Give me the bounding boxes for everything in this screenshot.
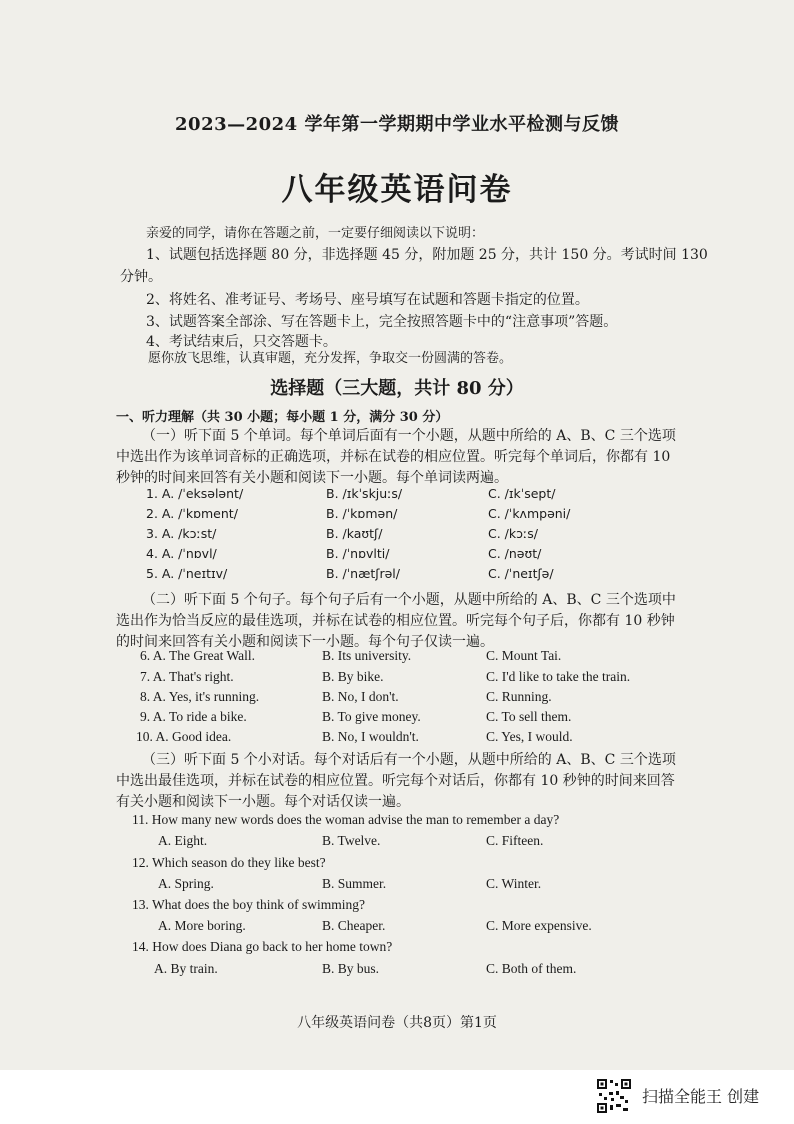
intro-greeting: 亲爱的同学，请你在答题之前，一定要仔细阅读以下说明：: [146, 226, 485, 241]
q8-option-a: 8. A. Yes, it's running.: [140, 689, 260, 704]
q3-option-b: B. /kaʊtʃ/: [326, 526, 383, 541]
q11-option-b: B. Twelve.: [322, 833, 381, 848]
q4-option-a: 4. A. /ˈnɒvl/: [146, 546, 217, 561]
note-4: 4、考试结束后，只交答题卡。: [146, 334, 337, 350]
q11-stem: 11. How many new words does the woman advise the man to remember a day?: [132, 812, 560, 827]
note-2: 2、将姓名、准考证号、考场号、座号填写在试题和答题卡指定的位置。: [146, 292, 589, 308]
q11-option-c: C. Fifteen.: [486, 833, 544, 848]
q1-option-a: 1. A. /ˈeksələnt/: [146, 486, 244, 501]
q10-option-c: C. Yes, I would.: [486, 729, 573, 744]
section-title: 选择题（三大题，共计 80 分）: [270, 378, 524, 399]
q9-option-c: C. To sell them.: [486, 709, 572, 724]
q6-option-a: 6. A. The Great Wall.: [140, 648, 256, 663]
part-title: 一、听力理解（共 30 小题；每小题 1 分，满分 30 分）: [116, 410, 449, 425]
q8-option-b: B. No, I don't.: [322, 689, 399, 704]
q8-option-c: C. Running.: [486, 689, 552, 704]
q9-option-b: B. To give money.: [322, 709, 421, 724]
q5-option-a: 5. A. /ˈneɪtɪv/: [146, 566, 228, 581]
intro-wish: 愿你放飞思维，认真审题，充分发挥，争取交一份圆满的答卷。: [148, 351, 513, 366]
q14-stem: 14. How does Diana go back to her home town?: [132, 939, 393, 954]
q2-option-b: B. /ˈkɒmən/: [326, 506, 398, 521]
q12-option-c: C. Winter.: [486, 876, 542, 891]
exam-title: 2023—2024 学年第一学期期中学业水平检测与反馈: [175, 114, 619, 135]
q13-stem: 13. What does the boy think of swimming?: [132, 897, 365, 912]
q14-option-a: A. By train.: [154, 961, 218, 976]
page-footer: 八年级英语问卷（共8页）第1页: [297, 1015, 497, 1031]
note-1-cont: 分钟。: [120, 269, 162, 285]
q7-option-a: 7. A. That's right.: [140, 669, 234, 684]
q11-option-a: A. Eight.: [158, 833, 208, 848]
note-3: 3、试题答案全部涂、写在答题卡上，完全按照答题卡中的“注意事项”答题。: [146, 314, 618, 330]
q13-option-b: B. Cheaper.: [322, 918, 386, 933]
q2-option-c: C. /ˈkʌmpəni/: [488, 506, 571, 521]
q5-option-b: B. /ˈnætʃrəl/: [326, 566, 400, 581]
q9-option-a: 9. A. To ride a bike.: [140, 709, 247, 724]
q13-option-c: C. More expensive.: [486, 918, 592, 933]
q14-option-c: C. Both of them.: [486, 961, 577, 976]
part3-instruction: （三）听下面 5 个小对话。每个对话后有一个小题，从题中所给的 A、B、C 三个选项中选出最佳选项，并标在试卷的相应位置。听完每个对话后，你都有 10 秒钟的时间来回答有关小题和阅读下一小题。每个对话仅读一遍。: [116, 752, 676, 810]
q10-option-a: 10. A. Good idea.: [136, 729, 232, 744]
q7-option-b: B. By bike.: [322, 669, 384, 684]
q3-option-a: 3. A. /kɔːst/: [146, 526, 217, 541]
q2-option-a: 2. A. /ˈkɒment/: [146, 506, 238, 521]
q6-option-c: C. Mount Tai.: [486, 648, 562, 663]
note-1: 1、试题包括选择题 80 分，非选择题 45 分，附加题 25 分，共计 150 分。考试时间 130: [146, 247, 708, 263]
q10-option-b: B. No, I wouldn't.: [322, 729, 419, 744]
qr-code-icon: [596, 1078, 632, 1114]
q4-option-b: B. /ˈnɒvlti/: [326, 546, 390, 561]
q12-option-b: B. Summer.: [322, 876, 387, 891]
q1-option-b: B. /ɪkˈskjuːs/: [326, 486, 403, 501]
q3-option-c: C. /kɔːs/: [488, 526, 538, 541]
q6-option-b: B. Its university.: [322, 648, 412, 663]
bleed-through-1: [560, 150, 563, 162]
paper-title: 八年级英语问卷: [281, 172, 513, 208]
part2-instruction: （二）听下面 5 个句子。每个句子后有一个小题，从题中所给的 A、B、C 三个选项中选出作为恰当反应的最佳选项，并标在试卷的相应位置。听完每个句子后，你都有 10 秒钟的时间来回答有关小题和阅读下一小题。每个句子仅读一遍。: [116, 592, 676, 650]
q4-option-c: C. /nəʊt/: [488, 546, 542, 561]
q13-option-a: A. More boring.: [158, 918, 246, 933]
q12-option-a: A. Spring.: [158, 876, 214, 891]
q1-option-c: C. /ɪkˈsept/: [488, 486, 556, 501]
part1-instruction: （一）听下面 5 个单词。每个单词后面有一个小题，从题中所给的 A、B、C 三个选项中选出作为该单词音标的正确选项，并标在试卷的相应位置。听完每个单词后，你都有 10 秒钟的时间来回答有关小题和阅读下一小题。每个单词读两遍。: [116, 428, 676, 486]
q14-option-b: B. By bus.: [322, 961, 380, 976]
q7-option-c: C. I'd like to take the train.: [486, 669, 631, 684]
q12-stem: 12. Which season do they like best?: [132, 855, 326, 870]
scanner-brand-text: 扫描全能王 创建: [642, 1087, 760, 1106]
q5-option-c: C. /ˈneɪtʃə/: [488, 566, 554, 581]
